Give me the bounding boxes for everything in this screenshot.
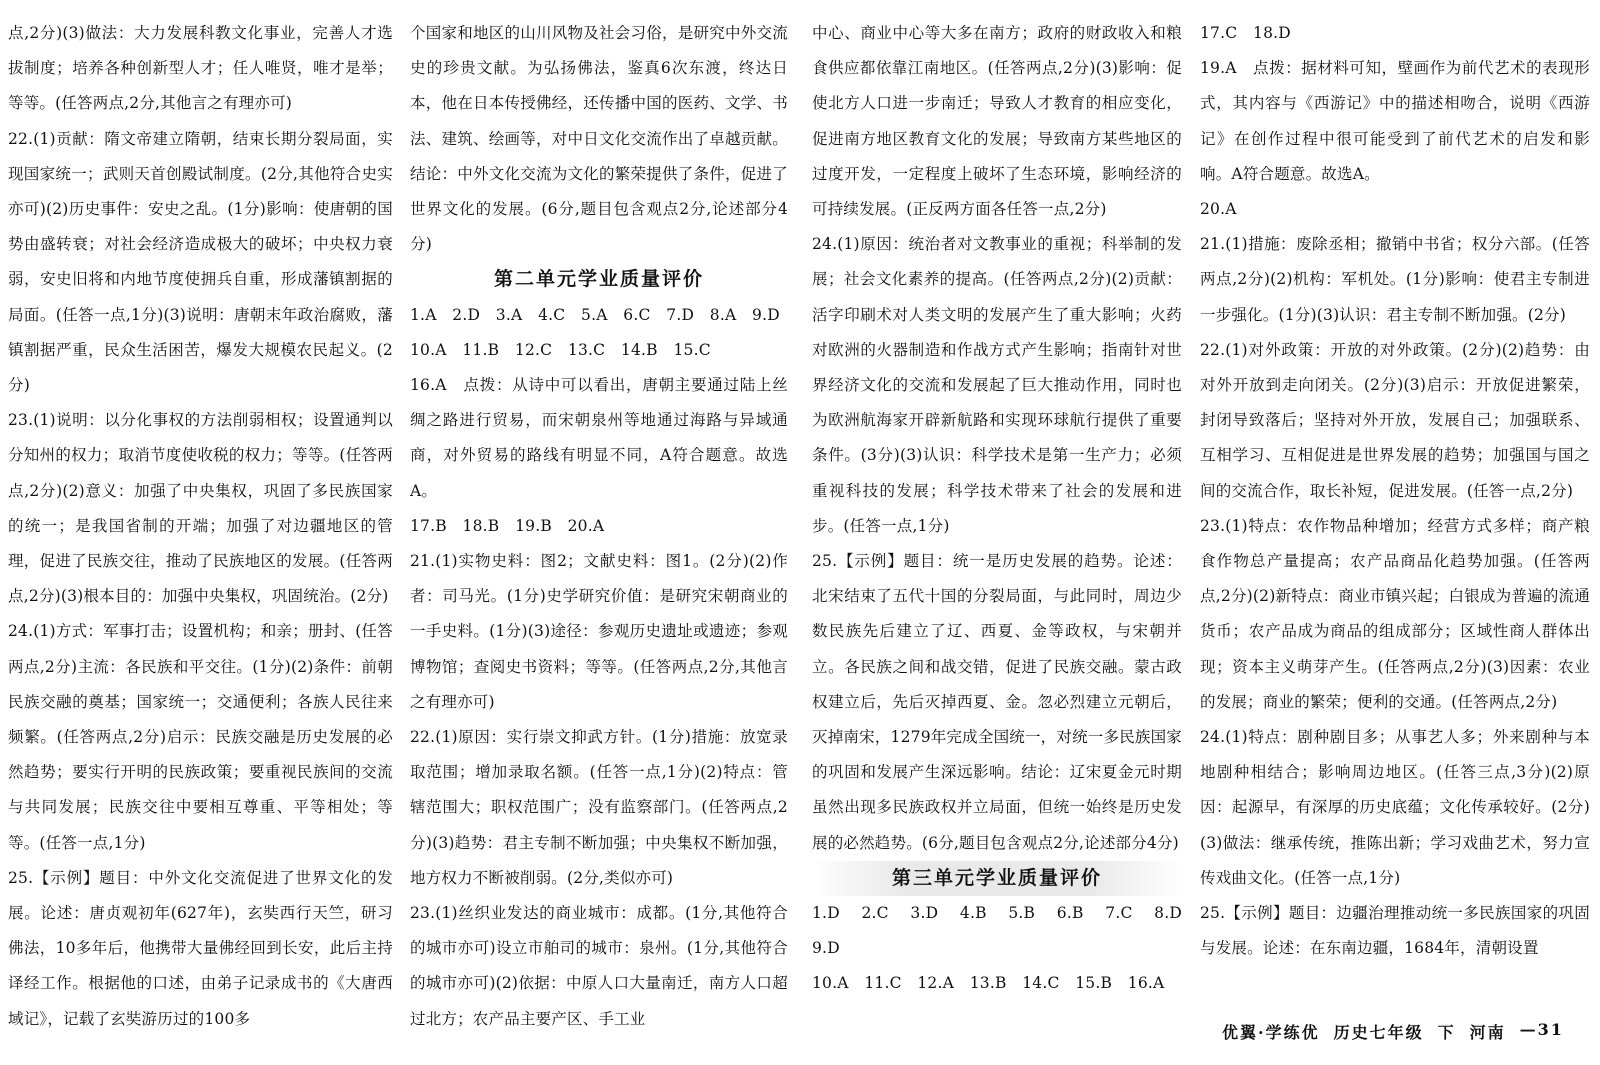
footer-subject: 历史七年级 xyxy=(1333,1023,1424,1042)
page-number: —31 xyxy=(1519,1020,1564,1039)
footer-volume: 下 xyxy=(1437,1023,1456,1042)
answer-paragraph: 23.(1)丝织业发达的商业城市：成都。(1分,其他符合的城市亦可)设立市舶司的城市：泉州。(1分,其他符合的城市亦可)(2)依据：中原人口大量南迁，南方人口超过北方；农产品主要产区、手工业 xyxy=(410,904,788,1028)
answer-paragraph: 22.(1)原因：实行崇文抑武方针。(1分)措施：放宽录取范围；增加录取名额。(任答一点,1分)(2)特点：管辖范围大；职权范围广；没有监察部门。(任答两点,2分)(3)趋势：君主专制不断加强；中央集权不断加强，地方权力不断被削弱。(2分,类似亦可) xyxy=(410,728,788,887)
answer-paragraph: 23.(1)说明：以分化事权的方法削弱相权；设置通判以分知州的权力；取消节度使收税的权力；等等。(任答两点,2分)(2)意义：加强了中央集权，巩固了多民族国家的统一；是我国省制的开端；加强了对边疆地区的管理，促进了民族交往，推动了民族地区的发展。(任答两点,2分)(3)根本目的：加强中央集权，巩固统治。(2分) xyxy=(8,411,393,606)
column-1 xyxy=(8,16,393,1037)
answer-paragraph: 17.B 18.B 19.B 20.A xyxy=(410,516,605,535)
answer-paragraph: 24.(1)方式：军事打击；设置机构；和亲；册封、(任答两点,2分)主流：各民族和平交往。(1分)(2)条件：前朝民族交融的奠基；国家统一；交通便利；各族人民往来频繁。(任答两点,2分)启示：民族交融是历史发展的必然趋势；要实行开明的民族政策；要重视民族间的交流与共同发展；民族交往中要相互尊重、平等相处；等等。(任答一点,1分) xyxy=(8,622,393,852)
answer-paragraph: 10.A 11.C 12.A 13.B 14.C 15.B 16.A xyxy=(812,974,1165,993)
answer-paragraph: 23.(1)特点：农作物品种增加；经营方式多样；商产粮食作物总产量提高；农产品商品化趋势加强。(任答两点,2分)(2)新特点：商业市镇兴起；白银成为普遍的流通货币；农产品成为商品的组成部分；区域性商人群体出现；资本主义萌芽产生。(任答两点,2分)(3)因素：农业的发展；商业的繁荣；便利的交通。(任答两点,2分) xyxy=(1200,516,1590,711)
answer-paragraph: 19.A 点拨：据材料可知，壁画作为前代艺术的表现形式，其内容与《西游记》中的描述相吻合，说明《西游记》在创作过程中很可能受到了前代艺术的启发和影响。A符合题意。故选A。 xyxy=(1200,59,1590,183)
answer-paragraph: 25.【示例】题目：统一是历史发展的趋势。论述：北宋结束了五代十国的分裂局面，与此同时，周边少数民族先后建立了辽、西夏、金等政权，与宋朝并立。各民族之间和战交错，促进了民族交融。蒙古政权建立后，先后灭掉西夏、金。忽必烈建立元朝后，灭掉南宋，1279年完成全国统一，对统一多民族国家的巩固和发展产生深远影响。结论：辽宋夏金元时期虽然出现多民族政权并立局面，但统一始终是历史发展的必然趋势。(6分,题目包含观点2分,论述部分4分) xyxy=(812,552,1182,852)
answer-paragraph: 21.(1)实物史料：图2；文献史料：图1。(2分)(2)作者：司马光。(1分)史学研究价值：是研究宋朝商业的一手史料。(1分)(3)途径：参观历史遗址或遗迹；参观博物馆；查阅史书资料；等等。(任答两点,2分,其他言之有理亦可) xyxy=(410,552,788,711)
answer-paragraph: 点,2分)(3)做法：大力发展科教文化事业，完善人才选拔制度；培养各种创新型人才；任人唯贤，唯才是举；等等。(任答两点,2分,其他言之有理亦可) xyxy=(8,24,393,113)
column-2 xyxy=(410,16,788,1037)
answer-paragraph: 1.D 2.C 3.D 4.B 5.B 6.B 7.C 8.D 9.D xyxy=(812,904,1198,958)
answer-paragraph: 25.【示例】题目：中外文化交流促进了世界文化的发展。论述：唐贞观初年(627年)，玄奘西行天竺，研习佛法，10多年后，他携带大量佛经回到长安，此后主持译经工作。根据他的口述，由弟子记录成书的《大唐西域记》，记载了玄奘游历过的100多 xyxy=(8,868,393,1028)
answer-paragraph: 22.(1)贡献：隋文帝建立隋朝，结束长期分裂局面，实现国家统一；武则天首创殿试制度。(2分,其他符合史实亦可)(2)历史事件：安史之乱。(1分)影响：使唐朝的国势由盛转衰；对社会经济造成极大的破坏；中央权力衰弱，安史旧将和内地节度使拥兵自重，形成藩镇割据的局面。(任答一点,1分)(3)说明：唐朝末年政治腐败，藩镇割据严重，民众生活困苦，爆发大规模农民起义。(2分) xyxy=(8,129,393,395)
answer-paragraph: 16.A 点拨：从诗中可以看出，唐朝主要通过陆上丝绸之路进行贸易，而宋朝泉州等地通过海路与异域通商，对外贸易的路线有明显不同，A符合题意。故选A。 xyxy=(410,376,788,500)
answer-paragraph: 25.【示例】题目：边疆治理推动统一多民族国家的巩固与发展。论述：在东南边疆，1684年，清朝设置 xyxy=(1200,904,1590,958)
footer-brand: 优翼·学练优 xyxy=(1222,1023,1320,1042)
page-footer xyxy=(1222,1020,1592,1043)
answer-paragraph: 24.(1)特点：剧种剧目多；从事艺人多；外来剧种与本地剧种相结合；影响周边地区。(任答三点,3分)(2)原因：起源早，有深厚的历史底蕴；文化传承较好。(2分)(3)做法：继承传统，推陈出新；学习戏曲艺术，努力宣传戏曲文化。(任答一点,1分) xyxy=(1200,728,1590,887)
answer-paragraph: 22.(1)对外政策：开放的对外政策。(2分)(2)趋势：由对外开放到走向闭关。(2分)(3)启示：开放促进繁荣，封闭导致落后；坚持对外开放，发展自己；加强联系、互相学习、互相促进是世界发展的趋势；加强国与国之间的交流合作，取长补短，促进发展。(任答一点,2分) xyxy=(1200,340,1590,500)
column-4 xyxy=(1200,16,1590,966)
answer-paragraph: 21.(1)措施：废除丞相；撤销中书省；权分六部。(任答两点,2分)(2)机构：军机处。(1分)影响：使君主专制进一步强化。(1分)(3)认识：君主专制不断加强。(2分) xyxy=(1200,235,1590,324)
answer-paragraph: 17.C 18.D xyxy=(1200,24,1291,42)
answer-paragraph: 20.A xyxy=(1200,200,1237,219)
answer-paragraph: 10.A 11.B 12.C 13.C 14.B 15.C xyxy=(410,340,711,359)
answer-paragraph: 24.(1)原因：统治者对文教事业的重视；科举制的发展；社会文化素养的提高。(任答两点,2分)(2)贡献：活字印刷术对人类文明的发展产生了重大影响；火药对欧洲的火器制造和作战方式产生影响；指南针对世界经济文化的交流和发展起了巨大推动作用，同时也为欧洲航海家开辟新航路和实现环球航行提供了重要条件。(3分)(3)认识：科学技术是第一生产力；必须重视科技的发展；科学技术带来了社会的发展和进步。(任答一点,1分) xyxy=(812,235,1182,535)
footer-region: 河南 xyxy=(1469,1023,1506,1042)
answer-paragraph: 1.A 2.D 3.A 4.C 5.A 6.C 7.D 8.A 9.D xyxy=(410,305,780,324)
section-heading: 第三单元学业质量评价 xyxy=(812,861,1182,896)
section-heading: 第二单元学业质量评价 xyxy=(493,268,704,291)
column-3 xyxy=(812,16,1198,1002)
answer-paragraph: 个国家和地区的山川风物及社会习俗，是研究中外交流史的珍贵文献。为弘扬佛法，鉴真6次东渡，终达日本，他在日本传授佛经，还传播中国的医药、文学、书法、建筑、绘画等，对中日文化交流作出了卓越贡献。结论：中外文化交流为文化的繁荣提供了条件，促进了世界文化的发展。(6分,题目包含观点2分,论述部分4分) xyxy=(410,24,788,254)
answer-paragraph: 中心、商业中心等大多在南方；政府的财政收入和粮食供应都依靠江南地区。(任答两点,2分)(3)影响：促使北方人口进一步南迁；导致人才教育的相应变化，促进南方地区教育文化的发展；导致南方某些地区的过度开发，一定程度上破坏了生态环境，影响经济的可持续发展。(正反两方面各任答一点,2分) xyxy=(812,24,1182,219)
